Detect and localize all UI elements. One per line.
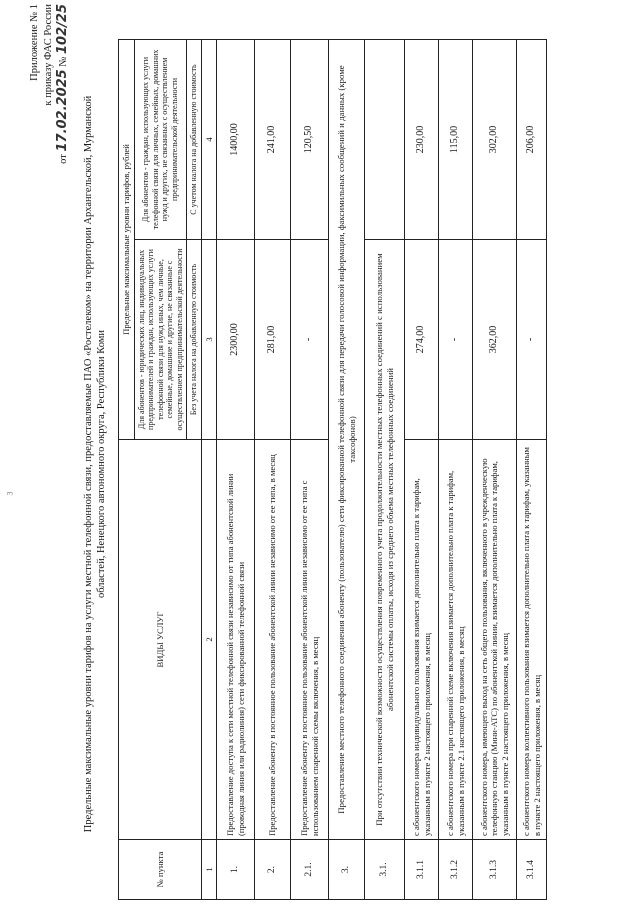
- column-index-3: 3: [201, 240, 217, 440]
- header-without-vat: Без учета налога на добавленную стоимость: [187, 240, 202, 440]
- table-row: [291, 39, 329, 899]
- row-service: с абонентского номера индивидуального пользования взимается дополнительно плата к тарифам, указанным в пункте 2 настоящего приложения, в месяц: [405, 440, 439, 840]
- appendix-header: [28, 4, 71, 174]
- appendix-line-2: к приказу ФАС России: [43, 4, 54, 106]
- table-row: [405, 39, 439, 899]
- row-number: 3.1.: [365, 840, 405, 900]
- row-value-citizens: 302,00: [473, 39, 517, 239]
- table-row: [365, 39, 405, 899]
- row-number: 3.1.4: [517, 840, 547, 900]
- row-service: с абонентского номера, имеющего выход на сеть общего пользования, включенного в учрежденческую телефонную станцию (Мини-АТС) по абонентской линии, взимается дополнительно плата к тарифам, указанным в пункте 2 настоящего приложения, в месяц: [473, 440, 517, 840]
- row-service-span: При отсутствии технической возможности осуществления повременного учета продолжительности местных телефонных соединений с использованием абонентской системы оплаты, исходя из среднего объема местных телефонных соединений: [365, 240, 405, 840]
- page-number: 3: [5, 491, 15, 496]
- row-value-citizens: 120,50: [291, 39, 329, 239]
- row-value-legal: 2300,00: [217, 240, 255, 440]
- row-value-legal: 274,00: [405, 240, 439, 440]
- row-number: 3.1.2: [439, 840, 473, 900]
- row-service: с абонентского номера при спаренной схеме включения взимается дополнительно плата к тарифам, указанным в пункте 2.1 настоящего приложения, в месяц: [439, 440, 473, 840]
- order-number: 102/25: [55, 4, 70, 54]
- row-value-citizens: 241,00: [255, 39, 291, 239]
- row-service: с абонентского номера коллективного пользования взимается дополнительно плата к тарифам, указанным в пункте 2 настоящего приложения, в месяц: [517, 440, 547, 840]
- header-legal-entities: Для абонентов - юридических лиц, индивидуальных предпринимателей и граждан, использующих услуги телефонной связи для нужд иных, чем личные, семейные, домашние и другие, не связанные с осуществлением предпринимательской деятельности: [134, 240, 187, 440]
- header-services: ВИДЫ УСЛУГ: [119, 440, 202, 840]
- header-group: Предельные максимальные уровни тарифов, рублей: [119, 39, 135, 439]
- row-value-legal: -: [517, 240, 547, 440]
- row-number: 2.1.: [291, 840, 329, 900]
- document-title: Предельные максимальные уровни тарифов на услуги местной телефонной связи, предоставляемые ПАО «Ростелеком» на территории Архангельской, Мурманской областей, Ненецкого автономного округа, Республики Коми: [83, 95, 107, 833]
- column-index-2: 2: [201, 440, 217, 840]
- row-value-legal: 281,00: [255, 240, 291, 440]
- row-value-legal: 362,00: [473, 240, 517, 440]
- row-service: Предоставление доступа к сети местной телефонной связи независимо от типа абонентской линии (проводная линия или радиолиния) сети фиксированной телефонной связи: [217, 440, 255, 840]
- column-index-1: 1: [201, 840, 217, 900]
- row-number: 3.: [329, 840, 365, 900]
- row-value-legal: -: [439, 240, 473, 440]
- table-row: [517, 39, 547, 899]
- row-service-span: Предоставление местного телефонного соединения абоненту (пользователю) сети фиксированной телефонной связи для передачи голосовой информации, факсимильных сообщений и данных (кроме таксофонов): [329, 39, 365, 839]
- row-service: Предоставление абоненту в постоянное пользование абонентской линии независимо от ее типа, в месяц: [255, 440, 291, 840]
- table-row: [473, 39, 517, 899]
- table-row: [217, 39, 255, 899]
- row-value-citizens: 206,00: [517, 39, 547, 239]
- row-number: 1.: [217, 840, 255, 900]
- row-value-citizens: 230,00: [405, 39, 439, 239]
- row-value-legal: -: [291, 240, 329, 440]
- row-service: Предоставление абоненту в постоянное пользование абонентской линии независимо от ее типа с использованием спаренной схемы включения, в месяц: [291, 440, 329, 840]
- row-empty: [365, 39, 405, 239]
- order-date: 17.02.2025: [55, 69, 70, 152]
- row-value-citizens: 1400,00: [217, 39, 255, 239]
- row-number: 3.1.1: [405, 840, 439, 900]
- header-with-vat: С учетом налога на добавленную стоимость: [187, 39, 202, 239]
- row-number: 3.1.3: [473, 840, 517, 900]
- column-index-4: 4: [201, 39, 217, 239]
- tariff-table: [118, 39, 547, 900]
- appendix-from: от: [58, 154, 69, 164]
- row-value-citizens: 115,00: [439, 39, 473, 239]
- appendix-line-1: Приложение № 1: [29, 4, 40, 81]
- order-number-label: №: [58, 56, 69, 67]
- header-number: № пункта: [119, 840, 202, 900]
- table-row: [255, 39, 291, 899]
- header-citizens: Для абонентов - граждан, использующих услуги телефонной связи для личных, семейных, домашних нужд и других, не связанных с осуществлением предпринимательской деятельности: [134, 39, 187, 239]
- appendix-line-3: [56, 4, 71, 174]
- row-number: 2.: [255, 840, 291, 900]
- table-row: [329, 39, 365, 899]
- table-row: [439, 39, 473, 899]
